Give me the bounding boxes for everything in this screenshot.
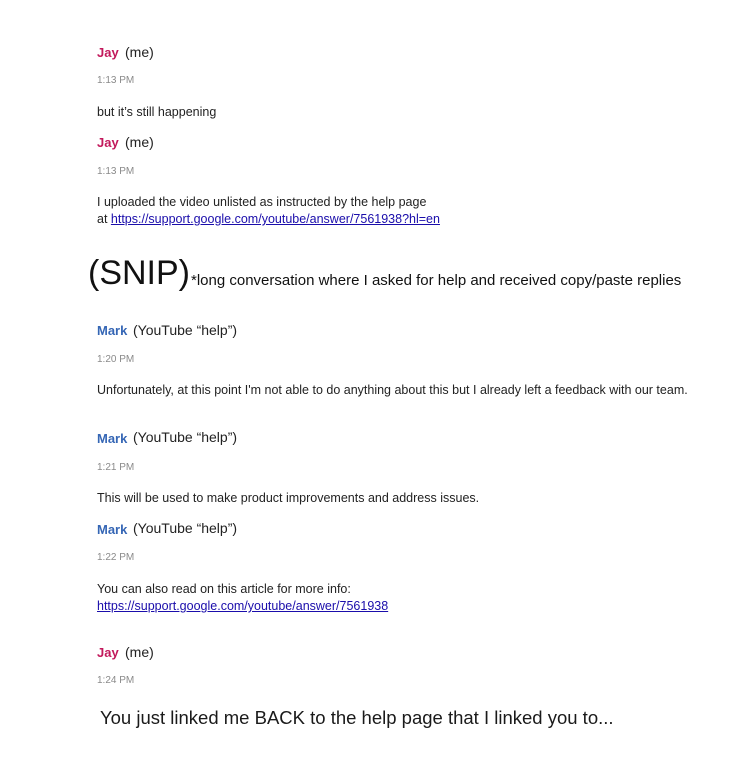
sender-role: (me) <box>125 44 154 60</box>
sender-role: (YouTube “help”) <box>133 429 238 445</box>
message-text-prefix: at <box>97 212 111 226</box>
sender-role: (YouTube “help”) <box>133 322 238 338</box>
sender-name: Jay <box>97 135 119 150</box>
message-timestamp: 1:13 PM <box>97 166 135 177</box>
message-text: You can also read on this article for more info: <box>97 582 351 596</box>
sender-name: Mark <box>97 522 128 537</box>
message-timestamp: 1:20 PM <box>97 354 135 365</box>
sender-name: Mark <box>97 323 128 338</box>
message-timestamp: 1:13 PM <box>97 75 135 86</box>
snip-note: *long conversation where I asked for help and received copy/paste replies <box>191 272 682 289</box>
sender-name: Jay <box>97 45 119 60</box>
sender-name: Jay <box>97 645 119 660</box>
help-page-link[interactable]: https://support.google.com/youtube/answer/7561938?hl=en <box>110 212 440 226</box>
message-timestamp: 1:24 PM <box>97 675 135 686</box>
message-text: This will be used to make product improvements and address issues. <box>97 491 480 505</box>
sender-role: (me) <box>125 134 154 150</box>
message-text-line <box>97 210 440 228</box>
snip-label: (SNIP) <box>88 254 190 292</box>
article-link[interactable]: https://support.google.com/youtube/answer/7561938 <box>97 599 389 613</box>
sender-role: (me) <box>125 644 154 660</box>
message-text: Unfortunately, at this point I'm not able to do anything about this but I already left a feedback with our team. <box>97 383 688 397</box>
message-text: You just linked me BACK to the help page that I linked you to... <box>100 707 614 728</box>
sender-role: (YouTube “help”) <box>133 520 238 536</box>
message-timestamp: 1:22 PM <box>97 552 135 563</box>
message-timestamp: 1:21 PM <box>97 462 135 473</box>
sender-name: Mark <box>97 431 128 446</box>
message-text: but it’s still happening <box>97 105 217 119</box>
message-text: I uploaded the video unlisted as instructed by the help page <box>97 195 427 209</box>
